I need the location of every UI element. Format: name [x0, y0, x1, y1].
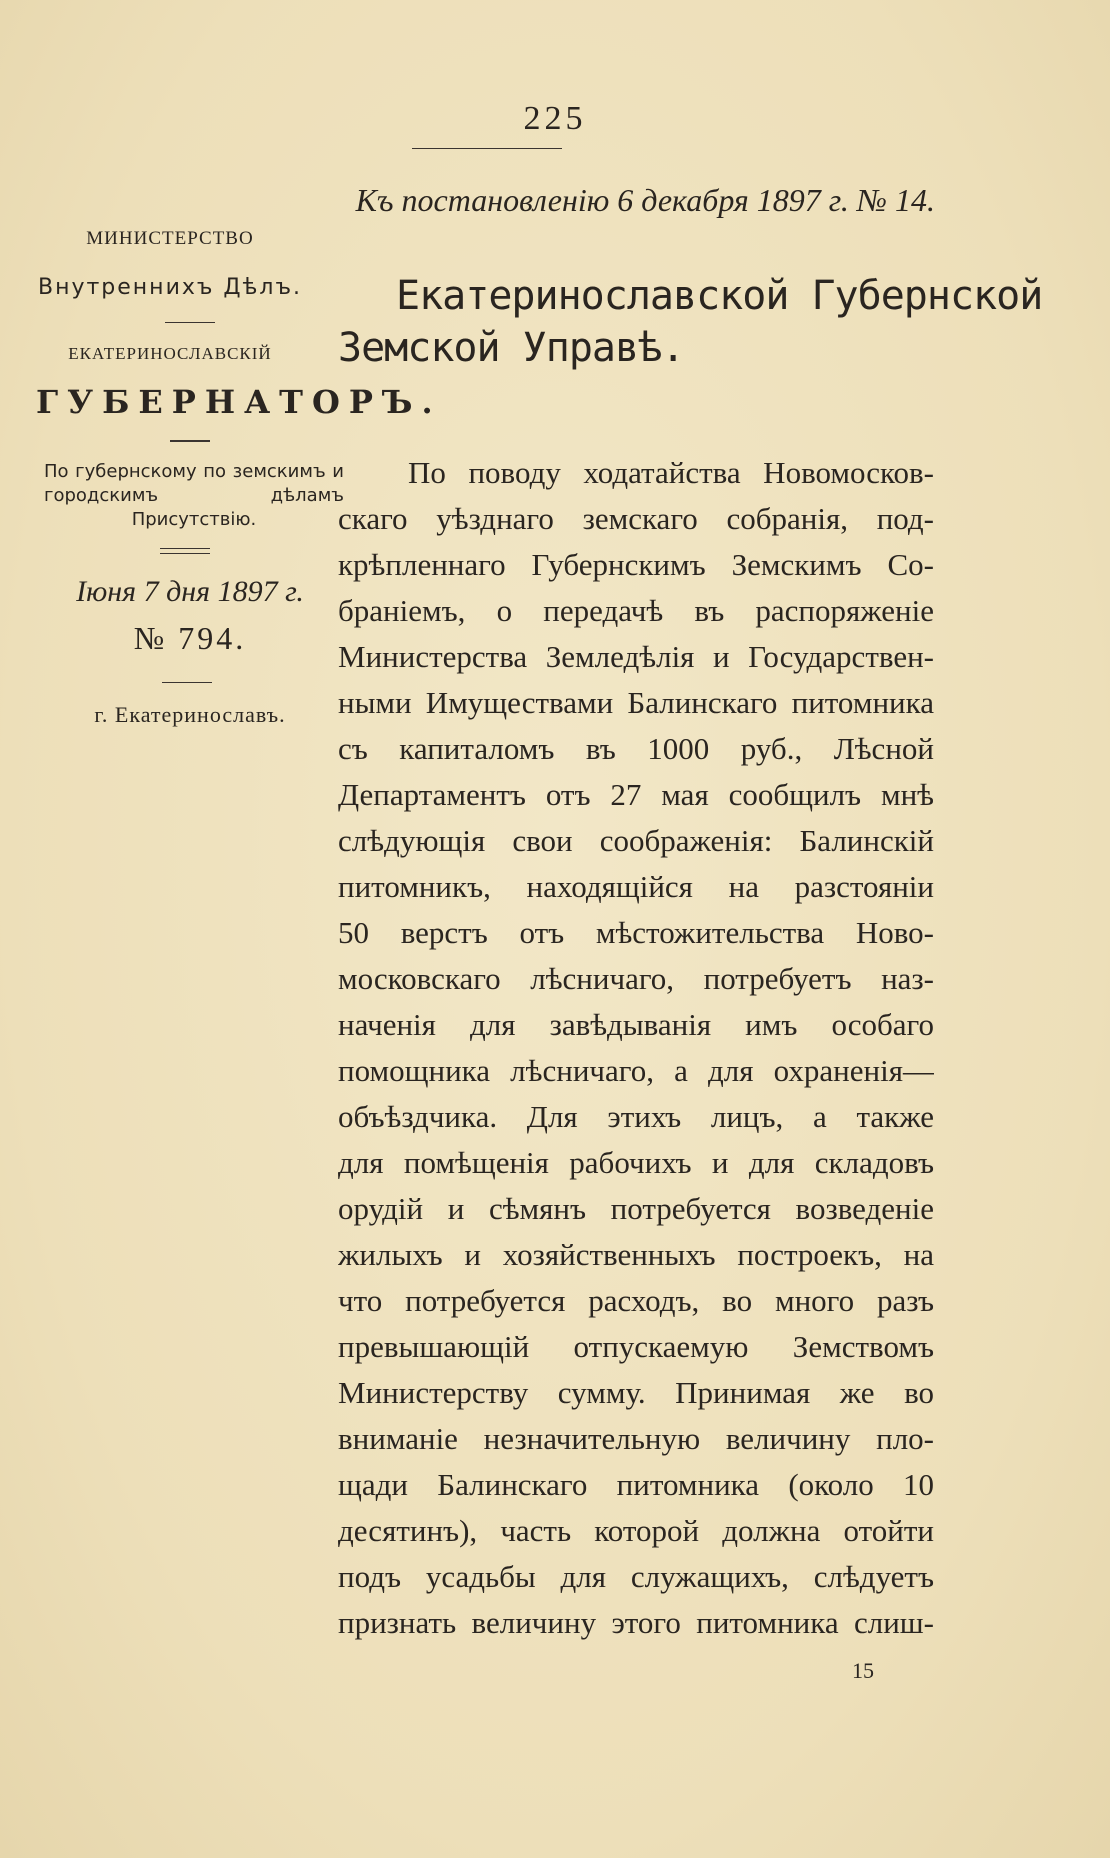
body-line: жилыхъ и хозяйственныхъ построекъ, на	[338, 1237, 934, 1272]
body-line: ными Имуществами Балинскаго питомника	[338, 685, 934, 720]
governor-title: ГУБЕРНАТОРЪ.	[36, 383, 442, 421]
body-line: вниманіе незначительную величину пло-	[338, 1421, 934, 1456]
addressee	[338, 270, 1043, 374]
governor-place: ЕКАТЕРИНОСЛАВСКІЙ	[68, 344, 272, 363]
body-line: десятинъ), часть которой должна отойти	[338, 1513, 934, 1548]
page-number-rule	[412, 148, 562, 149]
body-line: питомникъ, находящійся на разстояніи	[338, 869, 934, 904]
body-line: что потребуется расходъ, во много разъ	[338, 1283, 934, 1318]
body-line: браніемъ, о передачѣ въ распоряженіе	[338, 593, 934, 628]
body-line: для помѣщенія рабочихъ и для складовъ	[338, 1145, 934, 1180]
divider-rule	[165, 322, 215, 323]
body-line: крѣпленнаго Губернскимъ Земскимъ Со-	[338, 547, 934, 582]
body-line: съ капиталомъ въ 1000 руб., Лѣсной	[338, 731, 934, 766]
ministry-heading: МИНИСТЕРСТВО	[86, 228, 254, 249]
letter-date: Іюня 7 дня 1897 г.	[76, 575, 304, 608]
body-text	[338, 450, 934, 1646]
double-divider-rule	[160, 548, 210, 554]
body-line: скаго уѣзднаго земскаго собранія, под-	[338, 501, 934, 536]
signature-mark: 15	[852, 1658, 874, 1683]
divider-rule	[162, 682, 212, 683]
body-line: Департаментъ отъ 27 мая сообщилъ мнѣ	[338, 777, 934, 812]
addressee-line-2: Земской Управѣ.	[338, 325, 685, 371]
body-line: подъ усадьбы для служащихъ, слѣдуетъ	[338, 1559, 934, 1594]
reference-line: Къ постановленію 6 декабря 1897 г. № 14.	[355, 182, 935, 218]
body-line: 50 верстъ отъ мѣстожительства Ново-	[338, 915, 934, 950]
body-line: слѣдующія свои соображенія: Балинскій	[338, 823, 934, 858]
page-number: 225	[523, 100, 587, 137]
body-line: щади Балинскаго питомника (около 10	[338, 1467, 934, 1502]
body-line: орудій и сѣмянъ потребуется возведеніе	[338, 1191, 934, 1226]
ministry-internal-affairs: Внутреннихъ Дѣлъ.	[37, 275, 302, 300]
letter-city: г. Екатеринославъ.	[94, 702, 286, 727]
presence-note: По губернскому по земскимъ и городскимъ дѣламъ Присутствію.	[44, 461, 344, 530]
body-line: По поводу ходатайства Новомосков-	[408, 455, 934, 490]
body-line: Министерства Земледѣлія и Государствен-	[338, 639, 934, 674]
body-line: признать величину этого питомника слиш-	[338, 1605, 934, 1640]
body-line: помощника лѣсничаго, а для охраненія—	[338, 1053, 934, 1088]
body-line: наченія для завѣдыванія имъ особаго	[338, 1007, 934, 1042]
body-line: Министерству сумму. Принимая же во	[338, 1375, 934, 1410]
divider-rule	[170, 440, 210, 442]
body-line: московскаго лѣсничаго, потребуетъ наз-	[338, 961, 934, 996]
addressee-line-1: Екатеринославской Губернской	[396, 273, 1043, 319]
body-line: объѣздчика. Для этихъ лицъ, а также	[338, 1099, 934, 1134]
letter-number: № 794.	[133, 620, 247, 656]
body-line: превышающій отпускаемую Земствомъ	[338, 1329, 934, 1364]
